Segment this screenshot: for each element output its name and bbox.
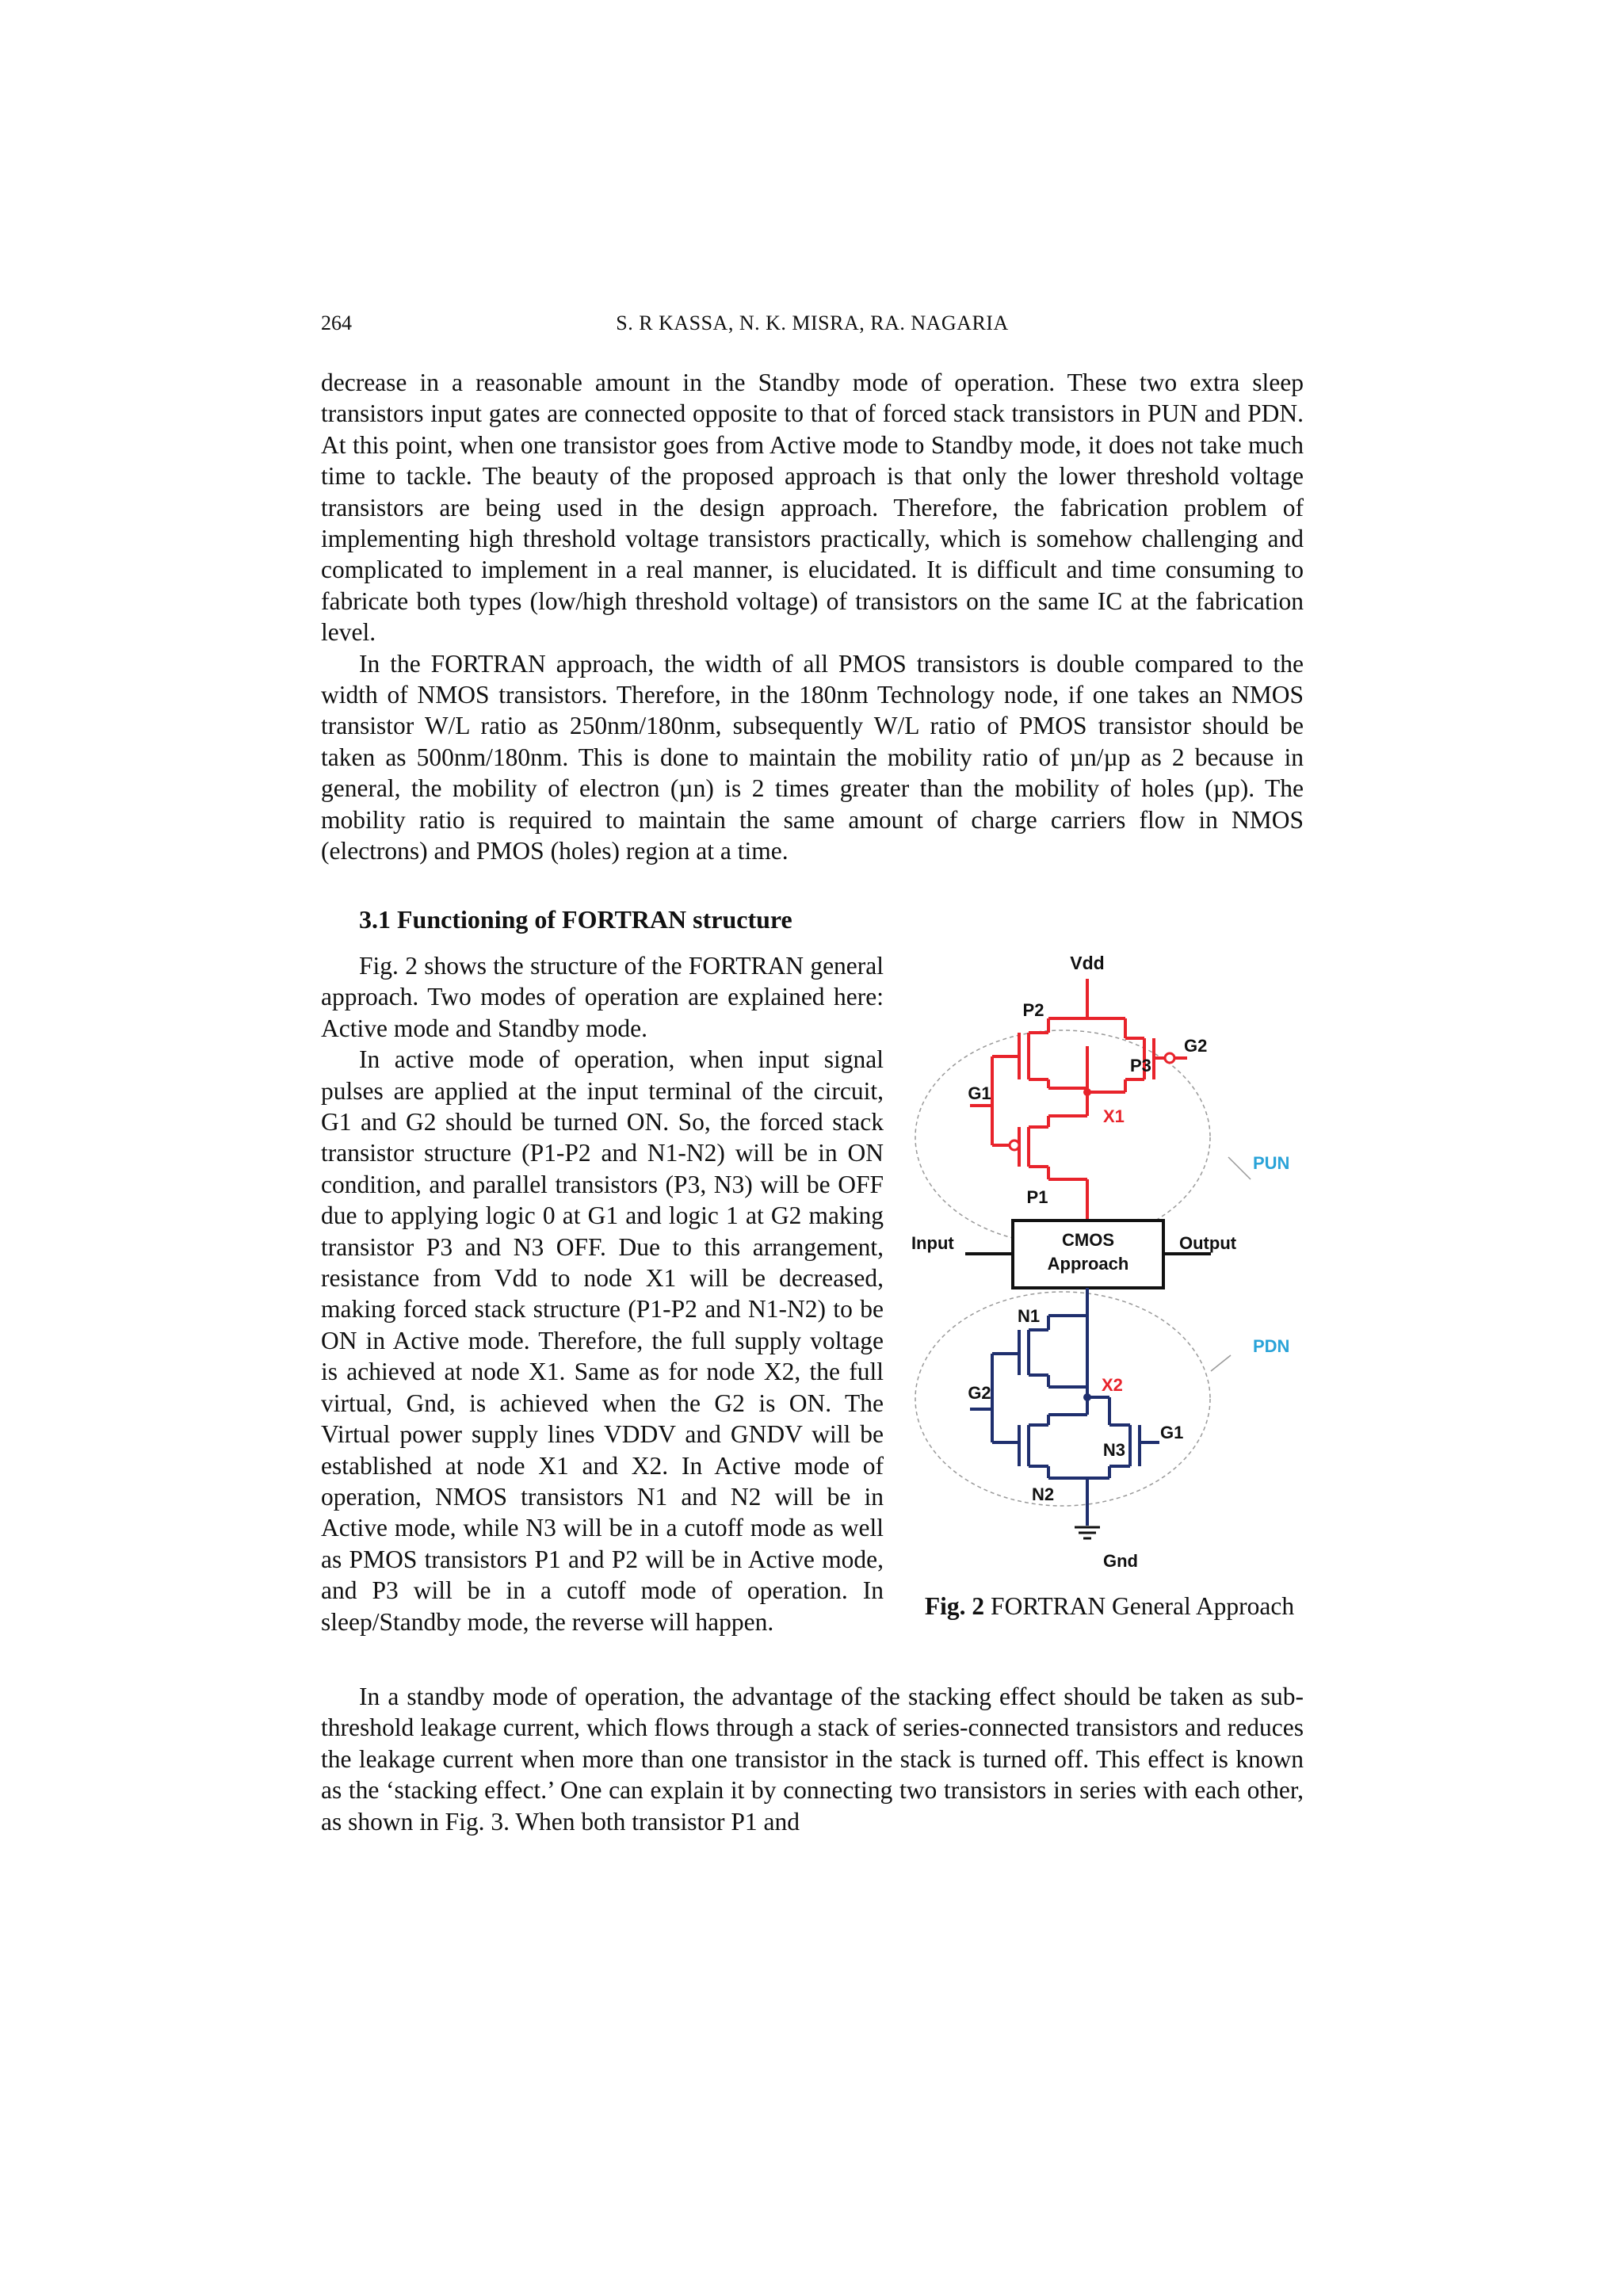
section-heading: 3.1 Functioning of FORTRAN structure <box>359 905 792 934</box>
label-vdd: Vdd <box>1070 953 1105 973</box>
paragraph: decrease in a reasonable amount in the Standby mode of operation. These two extra sleep transistors input gates are connected opposite to that of forced stack transistors in PUN and PDN. At this point, when one transistor goes from Active mode to Standby mode, it does not take much time to tackle. The beauty of the proposed approach is that only the lower threshold voltage transistors are being used in the design approach. Therefore, the fabrication problem of implementing high threshold voltage transistors practically, which is somehow challenging and complicated to implement in a real manner, is elucidated. It is difficult and time consuming to fabricate both types (low/high threshold voltage) of transistors on the same IC at the fabrication level. <box>321 369 1304 647</box>
x2-node <box>1083 1393 1091 1401</box>
body-text-top <box>321 367 1304 867</box>
label-pun: PUN <box>1253 1153 1290 1173</box>
label-g1-bottom: G1 <box>1160 1423 1184 1442</box>
label-x1: X1 <box>1103 1106 1125 1126</box>
running-head-authors: S. R KASSA, N. K. MISRA, RA. NAGARIA <box>616 311 1009 334</box>
label-x2: X2 <box>1102 1375 1123 1395</box>
figure-caption-text: FORTRAN General Approach <box>984 1592 1295 1620</box>
figure-caption-label: Fig. 2 <box>924 1592 985 1620</box>
label-input: Input <box>911 1233 954 1253</box>
pdn-pointer <box>1211 1355 1231 1371</box>
label-output: Output <box>1179 1233 1237 1253</box>
body-text-column <box>321 950 884 1637</box>
label-g2-bottom: G2 <box>968 1383 991 1403</box>
paragraph: In the FORTRAN approach, the width of all PMOS transistors is double compared to the width of NMOS transistors. Therefore, in the 180nm Technology node, if one takes an NMOS transistor W/L ratio as 250nm/180nm, subsequently W/L ratio of PMOS transistor should be taken as 500nm/180nm. This is done to maintain the mobility ratio of µn/µp as 2 because in general, the mobility of electron (µn) is 2 times greater than the mobility of holes (µp). The mobility ratio is required to maintain the same amount of charge carriers flow in NMOS (electrons) and PMOS (holes) region at a time. <box>321 649 1304 865</box>
ground-symbol <box>1075 1527 1100 1538</box>
label-pdn: PDN <box>1253 1336 1290 1356</box>
circuit-diagram <box>902 943 1314 1577</box>
paragraph: In a standby mode of operation, the advantage of the stacking effect should be taken as sub-threshold leakage current, which flows through a stack of series-connected transistors and reduces the leakage current when more than one transistor in the stack is turned off. This effect is known as the ‘stacking effect.’ One can explain it by connecting two transistors in series with each other, as shown in Fig. 3. When both transistor P1 and <box>321 1683 1304 1836</box>
figure-fortran-circuit <box>902 943 1314 1577</box>
pull-up-network <box>992 979 1165 1221</box>
label-n2: N2 <box>1031 1484 1055 1504</box>
p3-gate-bubble <box>1165 1053 1174 1063</box>
label-g2-top: G2 <box>1184 1036 1208 1056</box>
label-cmos-line1: CMOS <box>1062 1230 1114 1250</box>
label-g1-top: G1 <box>968 1083 991 1103</box>
label-p2: P2 <box>1022 1000 1044 1020</box>
running-header <box>321 308 1304 339</box>
pdn-region <box>915 1292 1210 1506</box>
paragraph: In active mode of operation, when input signal pulses are applied at the input terminal of the circuit, G1 and G2 should be turned ON. So, the forced stack transistor structure (P1-P2 and N1-N2) will be in ON condition, and parallel transistors (P3, N3) will be OFF due to applying logic 0 at G1 and logic 1 at G2 making transistor P3 and N3 OFF. Due to this arrangement, resistance from Vdd to node X1 will be decreased, making forced stack structure (P1-P2 and N1-N2) to be ON in Active mode. Therefore, the full supply voltage is achieved at node X1. Same as for node X2, the full virtual, Gnd, is achieved when the G2 is ON. The Virtual power supply lines VDDV and GNDV will be established at node X1 and X2. In Active mode of operation, NMOS transistors N1 and N2 will be in Active mode, while N3 will be in a cutoff mode as well as PMOS transistors P1 and P2 will be in Active mode, and P3 will be in a cutoff mode of operation. In sleep/Standby mode, the reverse will happen. <box>321 1045 884 1636</box>
label-p3: P3 <box>1130 1056 1151 1075</box>
label-n1: N1 <box>1017 1306 1041 1326</box>
label-p1: P1 <box>1026 1187 1048 1207</box>
p1-gate-bubble <box>1010 1140 1019 1150</box>
label-gnd: Gnd <box>1103 1551 1138 1571</box>
label-cmos-line2: Approach <box>1047 1254 1129 1274</box>
x1-node <box>1083 1088 1091 1096</box>
figure-caption <box>911 1591 1308 1622</box>
label-n3: N3 <box>1102 1440 1125 1460</box>
page-number: 264 <box>321 311 352 334</box>
paragraph: Fig. 2 shows the structure of the FORTRAN general approach. Two modes of operation are explained here: Active mode and Standby mode. <box>321 952 884 1042</box>
pun-pointer <box>1228 1157 1251 1179</box>
pull-down-network <box>970 1288 1159 1526</box>
body-text-bottom <box>321 1681 1304 1837</box>
